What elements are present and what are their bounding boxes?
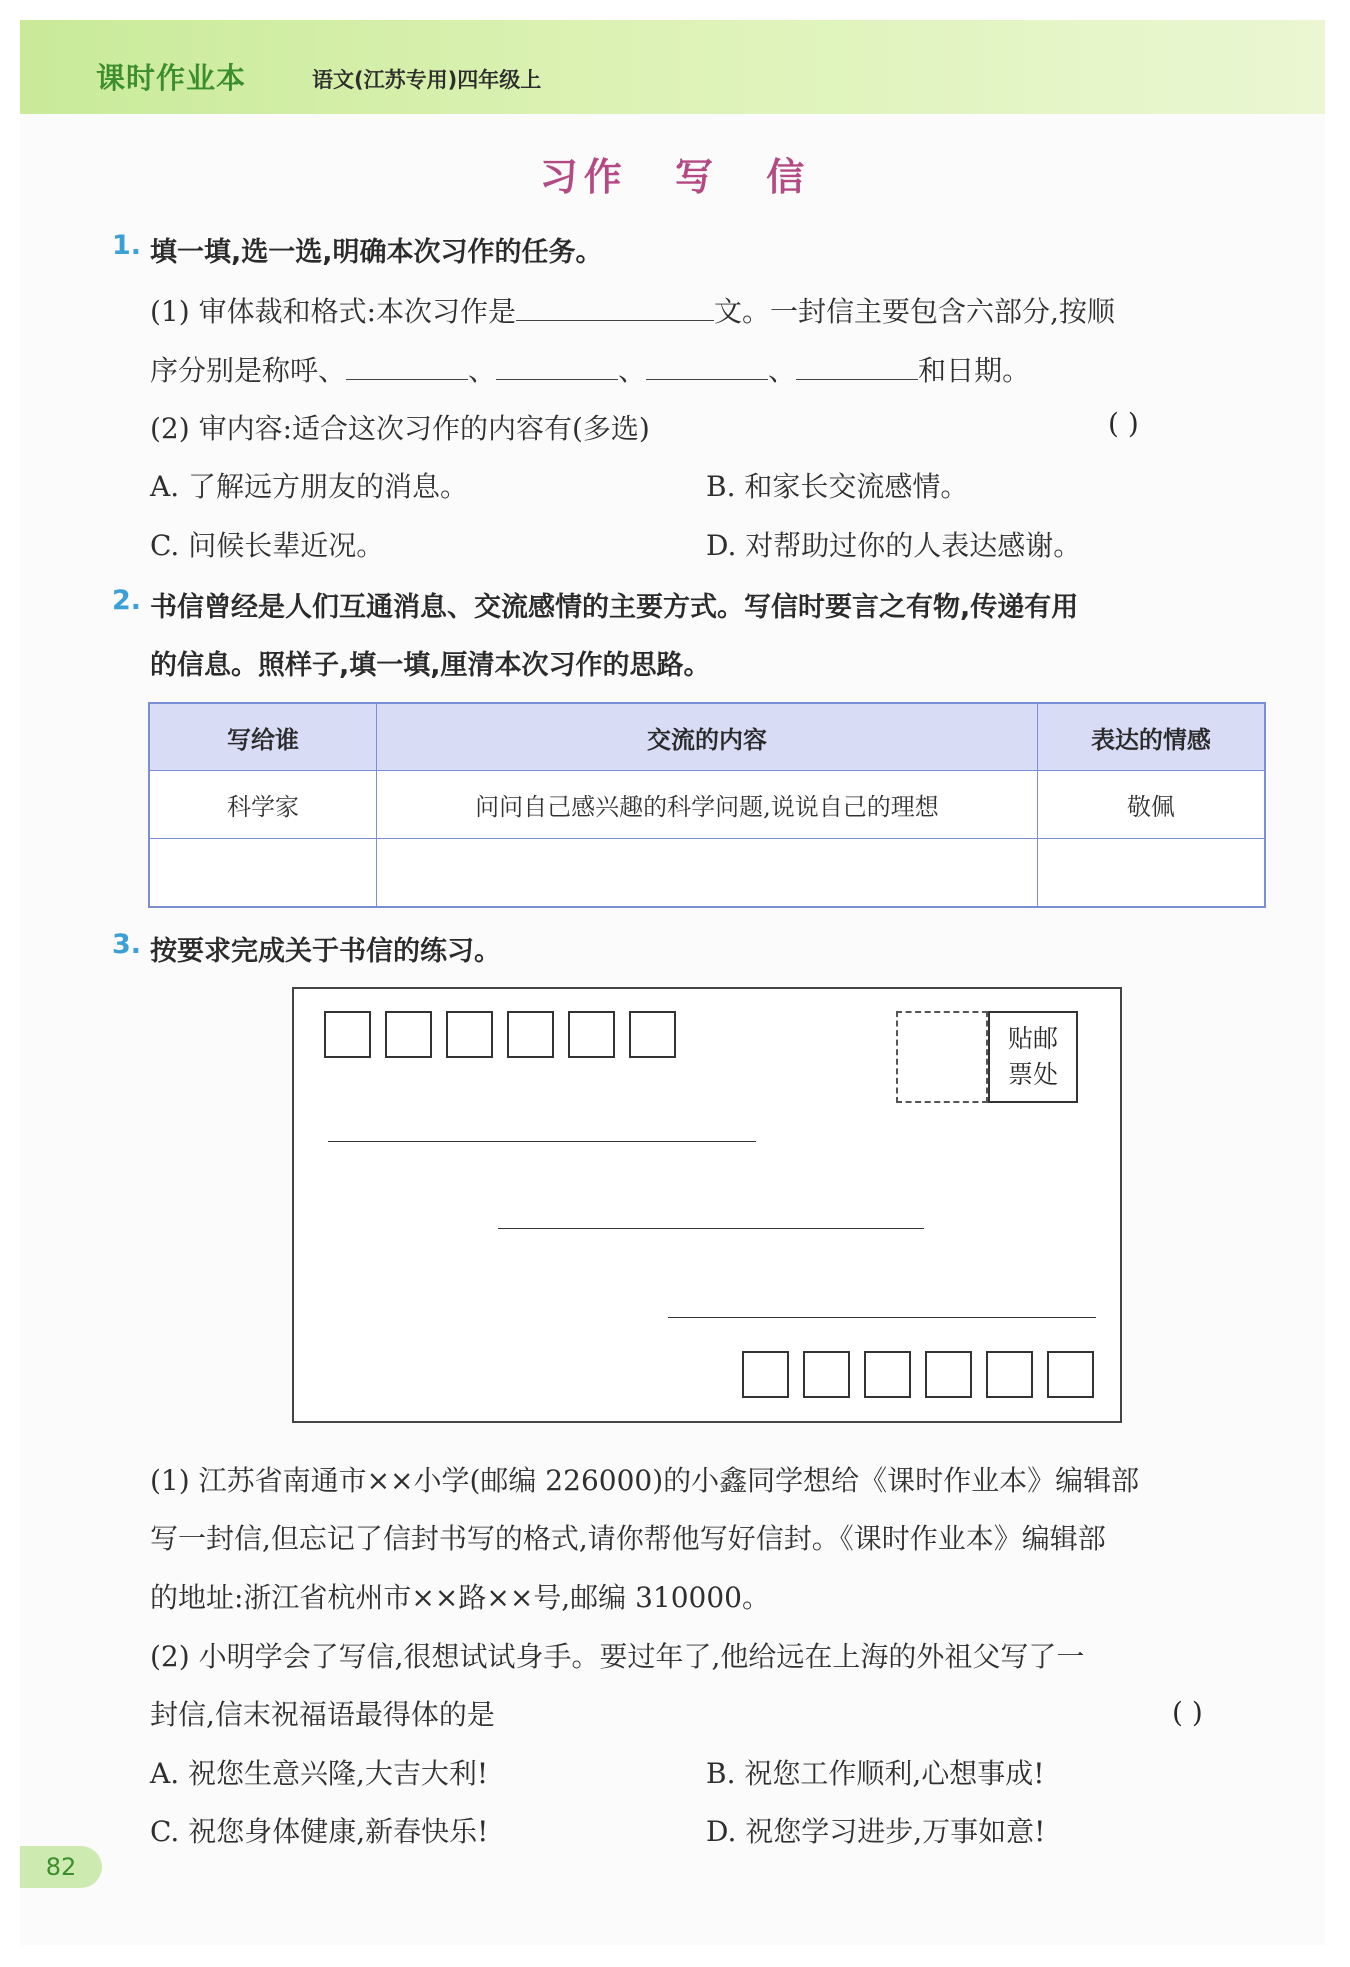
book-title: 语文(江苏专用)四年级上 [312,68,542,92]
q1-option-a[interactable]: A. 了解远方朋友的消息。 [150,470,469,503]
series-title: 课时作业本 [96,61,247,95]
q3-option-c[interactable]: C. 祝您身体健康,新春快乐! [150,1815,489,1848]
sender-postcode-box[interactable] [864,1351,911,1398]
q3-option-a[interactable]: A. 祝您生意兴隆,大吉大利! [150,1757,489,1790]
q3-option-d[interactable]: D. 祝您学习进步,万事如意! [706,1815,1046,1848]
q1-part1-text-c: 序分别是称呼、 [150,354,347,387]
q1-part1-end: 和日期。 [918,354,1031,387]
part-blank[interactable] [646,353,768,380]
q3-part1-line2: 写一封信,但忘记了信封书写的格式,请你帮他写好信封。《课时作业本》编辑部 [150,1522,1106,1555]
header-recipient: 写给谁 [149,703,377,771]
sender-postcode-box[interactable] [925,1351,972,1398]
table-row [149,839,1265,908]
q3-option-b[interactable]: B. 祝您工作顺利,心想事成! [706,1757,1045,1790]
recipient-postcode-box[interactable] [568,1011,615,1058]
page-number: 82 [20,1846,102,1888]
q3-part1-line3: 的地址:浙江省杭州市××路××号,邮编 310000。 [150,1581,770,1614]
q1-option-c[interactable]: C. 问候长辈近况。 [150,529,385,562]
stamp-label-line1: 贴邮 [1007,1024,1058,1053]
cell-emotion-blank[interactable] [1037,839,1265,908]
q1-option-d[interactable]: D. 对帮助过你的人表达感谢。 [706,529,1082,562]
q1-part2: (2) 审内容:适合这次习作的内容有(多选) [150,412,650,445]
q2-prompt-line1: 书信曾经是人们互通消息、交流感情的主要方式。写信时要言之有物,传递有用 [150,592,1079,623]
recipient-postcode-box[interactable] [507,1011,554,1058]
cell-recipient: 科学家 [149,771,377,839]
q3-number: 3. [112,929,142,960]
part-blank[interactable] [796,353,918,380]
header-emotion: 表达的情感 [1037,703,1265,771]
stamp-label-box [988,1011,1078,1103]
cell-content-blank[interactable] [377,839,1038,908]
q1-part1-text-b: 文。一封信主要包含六部分,按顺 [714,295,1115,328]
part-blank[interactable] [496,353,618,380]
stamp-label-line2: 票处 [1007,1060,1058,1089]
table-header-row [149,703,1265,771]
sender-postcode-box[interactable] [1047,1351,1094,1398]
q3-part2-line1: (2) 小明学会了写信,很想试试身手。要过年了,他给远在上海的外祖父写了一 [150,1640,1085,1673]
separator: 、 [468,354,497,387]
q3-part1-line1: (1) 江苏省南通市××小学(邮编 226000)的小鑫同学想给《课时作业本》编辑部 [150,1464,1140,1497]
recipient-postcode-box[interactable] [629,1011,676,1058]
q1-number: 1. [112,230,142,261]
recipient-postcode-box[interactable] [446,1011,493,1058]
sender-postcode-box[interactable] [986,1351,1033,1398]
q1-part1-line2 [150,349,1030,389]
recipient-postcode-box[interactable] [324,1011,371,1058]
cell-emotion: 敬佩 [1037,771,1265,839]
q3-part2-line2: 封信,信末祝福语最得体的是 [150,1698,495,1731]
q2-prompt-line2: 的信息。照样子,填一填,厘清本次习作的思路。 [150,650,711,681]
cell-content: 问问自己感兴趣的科学问题,说说自己的理想 [377,771,1038,839]
q1-part1-text-a: (1) 审体裁和格式:本次习作是 [150,295,516,328]
q1-answer-paren[interactable]: ( ) [1108,407,1139,440]
sender-address-line[interactable] [668,1317,1096,1318]
thinking-table [148,702,1266,908]
q3-answer-paren[interactable]: ( ) [1172,1696,1203,1729]
envelope [292,987,1122,1423]
genre-blank[interactable] [516,294,714,321]
recipient-name-line[interactable] [498,1228,924,1229]
table-row [149,771,1265,839]
separator: 、 [768,354,797,387]
stamp-area-dashed [896,1011,988,1103]
header-content: 交流的内容 [377,703,1038,771]
q3-prompt: 按要求完成关于书信的练习。 [150,936,501,967]
cell-recipient-blank[interactable] [149,839,377,908]
part-blank[interactable] [346,353,468,380]
page-title: 习作 写 信 [539,155,811,199]
separator: 、 [618,354,647,387]
recipient-address-line[interactable] [328,1141,756,1142]
sender-postcode-box[interactable] [742,1351,789,1398]
q2-number: 2. [112,585,142,616]
q1-option-b[interactable]: B. 和家长交流感情。 [706,470,969,503]
q1-part1-line1 [150,290,1115,330]
q1-prompt: 填一填,选一选,明确本次习作的任务。 [150,237,603,268]
sender-postcode-box[interactable] [803,1351,850,1398]
recipient-postcode-box[interactable] [385,1011,432,1058]
